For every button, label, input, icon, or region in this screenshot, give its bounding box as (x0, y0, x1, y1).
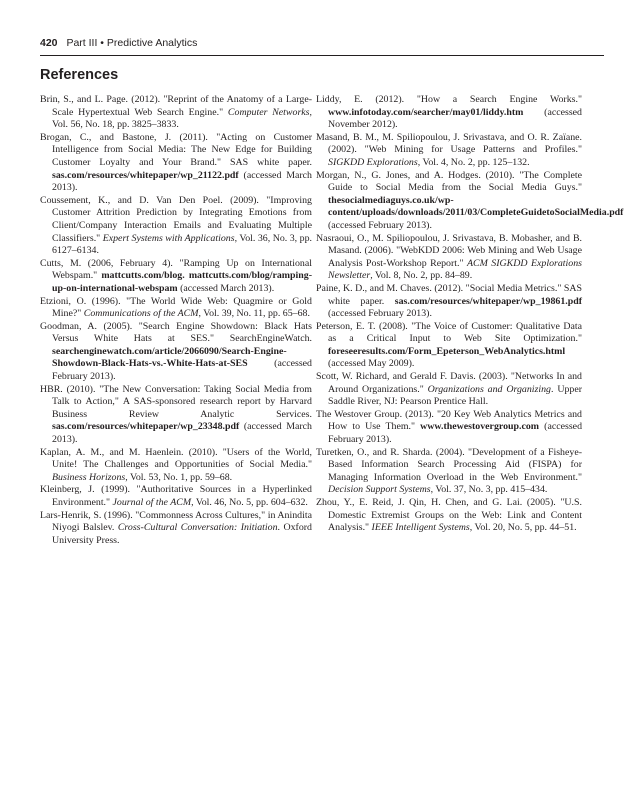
reference-text: Peterson, E. T. (2008). "The Voice of Customer: Qualitative Data as a Critical Input to Web Site Optimization." (316, 320, 582, 345)
reference-source: Decision Support Systems (328, 484, 431, 496)
reference-text: Etzioni, O. (1996). "The World Wide Web: Quagmire or Gold Mine?" (40, 295, 312, 320)
reference-text: Nasraoui, O., M. Spiliopoulou, J. Srivastava, B. Mobasher, and B. Masand. (2006). "WebKDD 2006: Web Mining and Web Usage Analysis Post-Workshop Report." (316, 232, 582, 269)
reference-text: Paine, K. D., and M. Chaves. (2012). "Social Media Metrics." SAS white paper. (316, 282, 582, 307)
reference-url: sas.com/resources/whitepaper/wp_21122.pdf (52, 169, 239, 181)
reference-text: Scott, W. Richard, and Gerald F. Davis. (2003). "Networks In and Around Organizations." (316, 371, 582, 395)
reference-text: (accessed November 2012). (328, 106, 582, 131)
reference-text: Zhou, Y., E. Reid, J. Qin, H. Chen, and G. Lai. (2005). "U.S. Domestic Extremist Groups on the Web: Link and Content Analysis." (316, 497, 582, 534)
reference-text: , Vol. 20, No. 5, pp. 44–51. (469, 522, 577, 534)
reference-entry (40, 321, 312, 384)
reference-url: www.thewestovergroup.com (420, 421, 540, 433)
reference-text: , Vol. 37, No. 3, pp. 415–434. (430, 484, 548, 496)
reference-entry (40, 258, 312, 296)
reference-entry (40, 447, 312, 485)
reference-text: Brin, S., and L. Page. (2012). "Reprint of the Anatomy of a Large-Scale Hypertextual Web Search Engine." (40, 94, 312, 118)
reference-entry (316, 371, 582, 409)
reference-entry (316, 409, 582, 447)
reference-text: . Oxford University Press. (52, 522, 312, 546)
reference-text: . Upper Saddle River, NJ: Pearson Prentice Hall. (328, 383, 583, 408)
reference-url: sas.com/resources/whitepaper/wp_23348.pdf (52, 421, 240, 433)
reference-source: ACM SIGKDD Explorations Newsletter (328, 257, 583, 282)
reference-entry (40, 94, 312, 132)
reference-entry (316, 132, 582, 170)
reference-text: Brogan, C., and Bastone, J. (2011). "Acting on Customer Intelligence from Social Media: The New Edge for Building Customer Loyalty and Your Brand." SAS white paper. (40, 131, 312, 168)
reference-text: The Westover Group. (2013). "20 Key Web Analytics Metrics and How to Use Them." (316, 408, 582, 433)
reference-entry (316, 447, 582, 497)
reference-text: (accessed February 2013). (328, 421, 583, 446)
reference-text: , Vol. 36, No. 3, pp. 6127–6134. (52, 232, 312, 257)
reference-text: Lars-Henrik, S. (1996). "Commonness Across Cultures," in Anindita Niyogi Balslev. (40, 509, 312, 534)
reference-text: (accessed March 2013). (177, 282, 275, 294)
reference-text: , Vol. 46, No. 5, pp. 604–632. (191, 497, 308, 508)
reference-text: Coussement, K., and D. Van Den Poel. (2009). "Improving Customer Attrition Prediction by Integrating Emotions from Client/Company Interaction Emails and Evaluating Multiple Classifiers." (40, 194, 312, 244)
reference-source: Organizations and Organizing (427, 383, 551, 395)
reference-text: Liddy, E. (2012). "How a Search Engine Works." (316, 94, 582, 105)
references-heading: References (40, 67, 119, 83)
reference-text: Masand, B. M., M. Spiliopoulou, J. Srivastava, and O. R. Zaïane. (2002). "Web Mining for Usage Patterns and Profiles." (316, 131, 582, 156)
references-column-right (316, 94, 624, 535)
reference-text: (accessed February 2013). (328, 219, 432, 231)
reference-text: Morgan, N., G. Jones, and A. Hodges. (2010). "The Complete Guide to Social Media from the Social Media Guys." (316, 169, 582, 194)
page-number: 420 (40, 37, 58, 49)
reference-entry (316, 169, 624, 233)
reference-text: Cutts, M. (2006, February 4). "Ramping Up on International Webspam." (40, 257, 312, 282)
reference-url: mattcutts.com/blog. mattcutts.com/blog/ramping-up-on-international-webspam (52, 270, 312, 294)
reference-entry (40, 132, 312, 195)
reference-source: Expert Systems with Applications (102, 232, 235, 244)
reference-source: Business Horizons (52, 471, 126, 483)
reference-text: Kleinberg, J. (1999). "Authoritative Sources in a Hyperlinked Environment." (40, 484, 312, 508)
reference-entry (316, 283, 582, 321)
reference-url: foreseeresults.com/Form_Epeterson_WebAnalytics.html (328, 345, 566, 357)
header-rule (40, 55, 604, 56)
reference-entry (40, 484, 312, 509)
reference-source: Communications of the ACM (83, 308, 199, 320)
reference-entry (40, 384, 312, 447)
reference-text: Goodman, A. (2005). "Search Engine Showdown: Black Hats Versus White Hats at SES." SearchEngineWatch. (40, 320, 312, 345)
reference-source: Cross-Cultural Conversation: Initiation (117, 522, 278, 534)
reference-entry (40, 195, 312, 258)
reference-url: www.infotoday.com/searcher/may01/liddy.htm (328, 106, 524, 118)
reference-text: (accessed February 2013). (52, 358, 312, 383)
reference-entry (40, 510, 312, 548)
reference-source: IEEE Intelligent Systems (371, 522, 470, 534)
reference-text: , Vol. 8, No. 2, pp. 84–89. (370, 270, 473, 282)
reference-text: (accessed March 2013). (52, 169, 312, 194)
reference-entry (316, 321, 582, 371)
reference-text: (accessed March 2013). (52, 421, 312, 446)
reference-entry (316, 94, 582, 132)
reference-text: Turetken, O., and R. Sharda. (2004). "Development of a Fisheye-Based Information Search Processing Aid (FISPA) for Managing Information Overload in the Web Environment." (316, 446, 582, 483)
references-column-left (40, 94, 312, 547)
reference-text: , Vol. 53, No. 1, pp. 59–68. (125, 471, 233, 483)
reference-source: SIGKDD Explorations (328, 156, 418, 168)
reference-url: thesocialmediaguys.co.uk/wp-content/uploads/downloads/2011/03/CompleteGuidetoSocialMedia.pdf (328, 194, 624, 219)
reference-url: searchenginewatch.com/article/2066090/Search-Engine-Showdown-Black-Hats-vs.-White-Hats-at-SES (52, 345, 287, 370)
reference-source: Computer Networks (227, 106, 310, 118)
reference-source: Journal of the ACM (112, 497, 192, 508)
reference-text: (accessed February 2013). (328, 308, 432, 320)
reference-text: Kaplan, A. M., and M. Haenlein. (2010). "Users of the World, Unite! The Challenges and Opportunities of Social Media." (40, 446, 312, 471)
reference-text: , Vol. 39, No. 11, pp. 65–68. (198, 308, 310, 320)
reference-text: , Vol. 56, No. 18, pp. 3825–3833. (52, 106, 312, 131)
running-header (40, 37, 197, 49)
reference-text: HBR. (2010). "The New Conversation: Taking Social Media from Talk to Action," A SAS-sponsored research report by Harvard Business Review Analytic Services. (40, 383, 312, 420)
reference-entry (316, 497, 582, 535)
reference-text: (accessed May 2009). (328, 358, 415, 370)
reference-entry (40, 296, 312, 321)
reference-entry (316, 233, 582, 283)
reference-url: sas.com/resources/whitepaper/wp_19861.pdf (394, 295, 582, 307)
reference-text: , Vol. 4, No. 2, pp. 125–132. (417, 156, 530, 168)
running-head: Part III • Predictive Analytics (66, 37, 198, 49)
